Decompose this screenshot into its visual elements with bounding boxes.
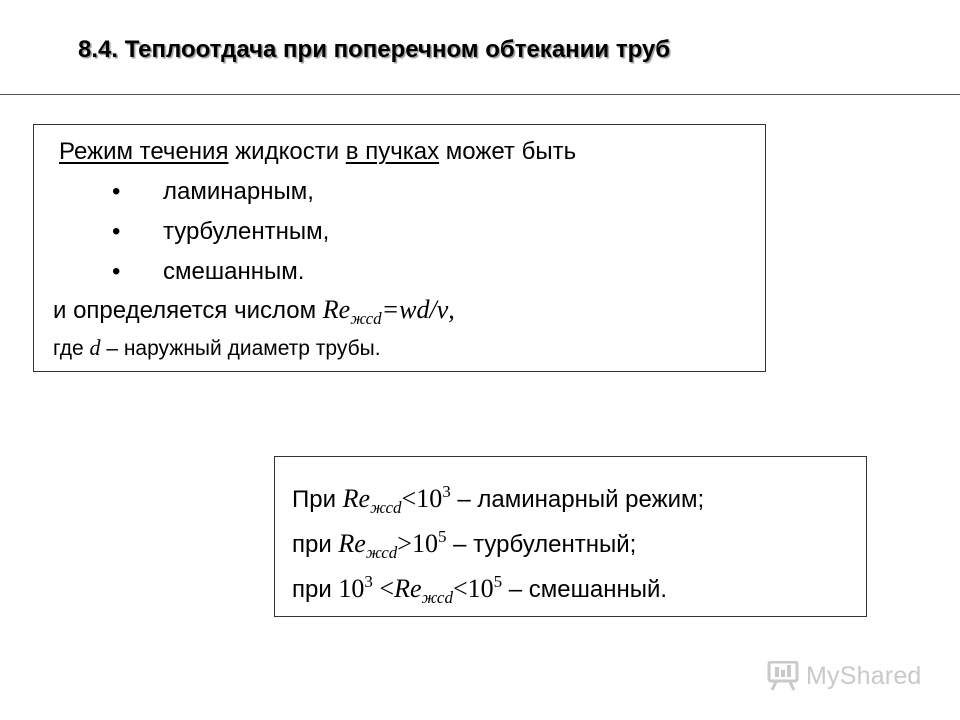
diameter-description: – наружный диаметр трубы. <box>100 337 381 360</box>
can-be-text: может быть <box>439 138 577 165</box>
threshold-exponent: 5 <box>437 527 447 546</box>
where-text: где <box>53 337 90 360</box>
diameter-symbol: d <box>89 335 101 360</box>
criteria-row-turbulent <box>292 522 636 568</box>
upper-threshold: <10 <box>452 574 494 603</box>
row-prefix: При <box>292 486 343 513</box>
regime-label: – турбулентный; <box>446 531 637 558</box>
criteria-row-mixed <box>292 567 667 613</box>
criteria-row-laminar <box>292 477 704 523</box>
lower-exponent: 3 <box>364 572 373 591</box>
list-item-mixed: смешанным. <box>163 258 305 285</box>
threshold-exponent: 3 <box>442 482 451 501</box>
reynolds-subscript: жсd <box>350 309 382 328</box>
presentation-board-icon <box>766 661 800 691</box>
reynolds-symbol: Re <box>342 484 371 513</box>
diameter-note-line <box>53 333 381 364</box>
threshold-value: <10 <box>401 484 443 513</box>
bundle-term: в пучках <box>345 138 440 165</box>
bullet-icon: • <box>112 258 121 285</box>
regime-term: Режим течения <box>59 138 229 165</box>
reynolds-subscript: жсd <box>365 543 398 562</box>
upper-exponent: 5 <box>493 572 503 591</box>
defined-by-text: и определяется числом <box>53 297 323 324</box>
reynolds-symbol: Re <box>394 574 422 603</box>
bullet-icon: • <box>112 178 121 205</box>
slide-title: 8.4. Теплоотдача при поперечном обтекании труб <box>78 36 671 63</box>
row-prefix: при <box>292 576 339 603</box>
watermark-text: MyShared <box>806 661 922 690</box>
list-item-laminar: ламинарным, <box>163 178 314 205</box>
flow-regime-box <box>33 124 766 372</box>
row-prefix: при <box>292 531 339 558</box>
reynolds-definition-line <box>53 295 455 334</box>
less-than-sign: < <box>372 574 395 603</box>
threshold-value: >10 <box>397 529 438 558</box>
bullet-icon: • <box>112 218 121 245</box>
reynolds-formula: =wd/ν, <box>381 295 455 324</box>
regime-label: – смешанный. <box>502 576 668 603</box>
reynolds-symbol: Re <box>322 295 351 324</box>
regime-intro-line <box>59 137 576 167</box>
regime-label: – ламинарный режим; <box>450 486 705 513</box>
reynolds-subscript: жсd <box>421 588 453 607</box>
list-item-turbulent: турбулентным, <box>163 218 330 245</box>
reynolds-symbol: Re <box>338 529 366 558</box>
fluid-text: жидкости <box>228 138 346 165</box>
myshared-watermark <box>766 658 926 694</box>
reynolds-subscript: жсd <box>370 498 402 517</box>
regime-criteria-box <box>274 456 867 617</box>
lower-threshold: 10 <box>338 574 365 603</box>
title-divider <box>0 94 960 95</box>
